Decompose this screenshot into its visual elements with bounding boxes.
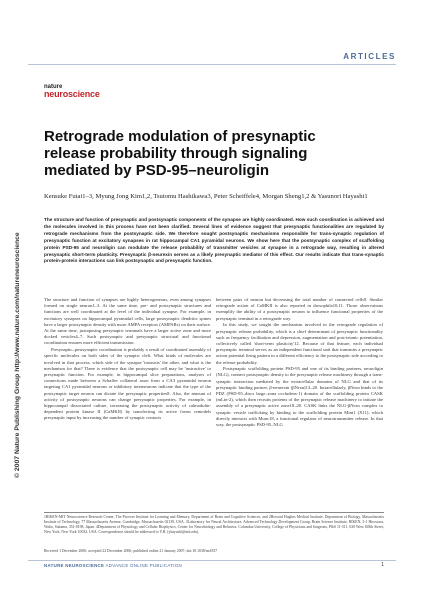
section-label: ARTICLES bbox=[343, 52, 396, 61]
page-number: 1 bbox=[381, 562, 384, 568]
body-column-right bbox=[216, 297, 383, 429]
journal-logo-neuroscience: neuroscience bbox=[44, 89, 100, 99]
publication-dates: Received 1 December 2006; accepted 22 December 2006; published online 21 January 2007; doi:10.1038/nn1837 bbox=[44, 549, 218, 553]
footer-journal-name: NATURE NEUROSCIENCE bbox=[44, 563, 105, 568]
header-rule bbox=[28, 64, 396, 65]
side-copyright-text: © 2007 Nature Publishing Group http://www.nature.com/natureneuroscience bbox=[14, 232, 21, 478]
journal-logo-nature: nature bbox=[44, 84, 63, 90]
body-paragraph: Presynaptic–postsynaptic coordination is probably a result of coordinated assembly of specific molecules on both sides of the synaptic cleft. What kinds of molecules are involved in that process, which side of the synapse 'instructs' the other, and what is the mechanism for that? There is evidence that the postsynaptic cell may be 'instructive' to presynaptic function. For example, in hippocampal slice preparations, analyses of connections made between a Schaffer collateral axon from a CA3 pyramidal neuron targeting CA1 pyramidal neurons or inhibitory interneurons indicate that the type of the postsynaptic target neuron can dictate the presynaptic properties8. Also, the amount of activity of postsynaptic neurons can change presynaptic properties. For example, in hippocampal dissociated culture, increasing the postsynaptic activity of calmodulin-dependent protein kinase II (CaMKII) by transfecting its active forms remodels presynaptic input by increasing the number of synaptic contacts bbox=[44, 347, 211, 421]
body-column-left bbox=[44, 297, 211, 422]
body-paragraph: The structure and function of synapses are highly heterogeneous, even among synapses formed on single neuron1–3. At the same time, pre- and postsynaptic structures and functions are well coordinated at the level of the individual synapse. For example, in excitatory synapses on hippocampal pyramidal cells, large postsynaptic dendritic spines have a larger postsynaptic density with more AMPA receptors (AMPARs) on their surface. At the same time, juxtaposing presynaptic terminals have a larger active zone and more docked vesicles4–7. Such postsynaptic and presynaptic structural and functional coordination ensures more efficient transmission. bbox=[44, 297, 211, 346]
footer-rule bbox=[28, 560, 396, 561]
footer-journal-suffix: ADVANCE ONLINE PUBLICATION bbox=[104, 563, 182, 568]
author-affiliations: 1RIKEN-MIT Neuroscience Research Center, The Picower Institute for Learning and Memory, Department of Brain and Cognitive Sciences, and 2Howard Hughes Medical Institute, Department of Biology, Massachusetts Institute of Technology, 77 Massachusetts Avenue, Cambridge, Massachusetts 02139, USA. 3Laboratory for Neural Architecture, Advanced Technology Development Group, Brain Science Institute, RIKEN, 2-1 Hirosawa, Wako, Saitama, 351-0198, Japan. 4Department of Physiology and Cellular Biophysics, Center for Neurobiology and Behavior, Columbia University, College of Physicians and Surgeons, P&S 11-511, 630 West 168th Street, New York, New York 10032, USA. Correspondence should be addressed to Y.H. (yhayashi@mit.edu). bbox=[44, 515, 384, 535]
footer-journal bbox=[44, 563, 182, 568]
abstract: The structure and function of presynaptic and postsynaptic components of the synapse are highly coordinated. How such coordination is achieved and the molecules involved in this process have not been clarified. Several lines of evidence suggest that presynaptic functionalities are regulated by retrograde mechanisms from the postsynaptic side. We therefore sought postsynaptic mechanisms responsible for trans-synaptic regulation of presynaptic function at excitatory synapses in rat hippocampal CA1 pyramidal neurons. We show here that the postsynaptic complex of scaffolding protein PSD-95 and neuroligin can modulate the release probability of transmitter vesicles at synapse in a retrograde way, resulting in altered presynaptic short-term plasticity. Presynaptic β-neurexin serves as a likely presynaptic mediator of this effect. Our results indicate that trans-synaptic protein-protein interactions can link postsynaptic and presynaptic function. bbox=[44, 217, 384, 264]
article-title: Retrograde modulation of presynaptic release probability through signaling mediated by PSD-95–neuroligin bbox=[44, 128, 316, 179]
body-paragraph: between pairs of neuron but decreasing the total number of connected cells9. Similar retrograde action of CaMKII is also reported in drosophila10,11. Those observations exemplify the ability of a postsynaptic neuron to influence functional properties of the presynaptic terminal in a retrograde way. bbox=[216, 297, 383, 321]
footnote-rule bbox=[44, 512, 384, 513]
body-paragraph: Postsynaptic scaffolding protein PSD-95 and one of its binding partners, neuroligin (NLG), connect postsynaptic density to the presynaptic release machinery through a trans-synaptic interaction mediated by the extracellular domains of NLG and that of its presynaptic binding partner, β-neurexin (βNrxn)13–20. Intracellularly, βNrxn binds to the PDZ (PSD-95–discs large–zona occludens-1) domain of the scaffolding protein CASK (mLin-2), which then recruits proteins of the presynaptic release machinery to initiate the assembly of a presynaptic active zone18–20. CASK links the NLG-βNrxn complex to synaptic vesicle trafficking by binding to the scaffolding protein Mint1 (X11), which directly interacts with Munc18, a functional regulator of neurotransmitter release. In that way, the postsynaptic PSD-95–NLG bbox=[216, 366, 383, 428]
body-paragraph: In this study, we sought the mechanism involved in the retrograde regulation of presynaptic release probability, which is a chief determinant of presynaptic functionality such as frequency facilitation and depression, augmentation and post-tetanic potentiation, collectively called 'short-term plasticity'12. Because of that feature, each individual presynaptic terminal serves as an independent functional unit that transmits a presynaptic action potential firing pattern in a different efficiency to the postsynaptic side according to the release probability. bbox=[216, 322, 383, 365]
journal-logo bbox=[44, 84, 100, 98]
author-list: Kensuke Futai1–3, Myung Jong Kim1,2, Tsutomu Hashikawa3, Peter Scheiffele4, Morgan Sheng1,2 & Yasunori Hayashi1 bbox=[44, 193, 368, 200]
